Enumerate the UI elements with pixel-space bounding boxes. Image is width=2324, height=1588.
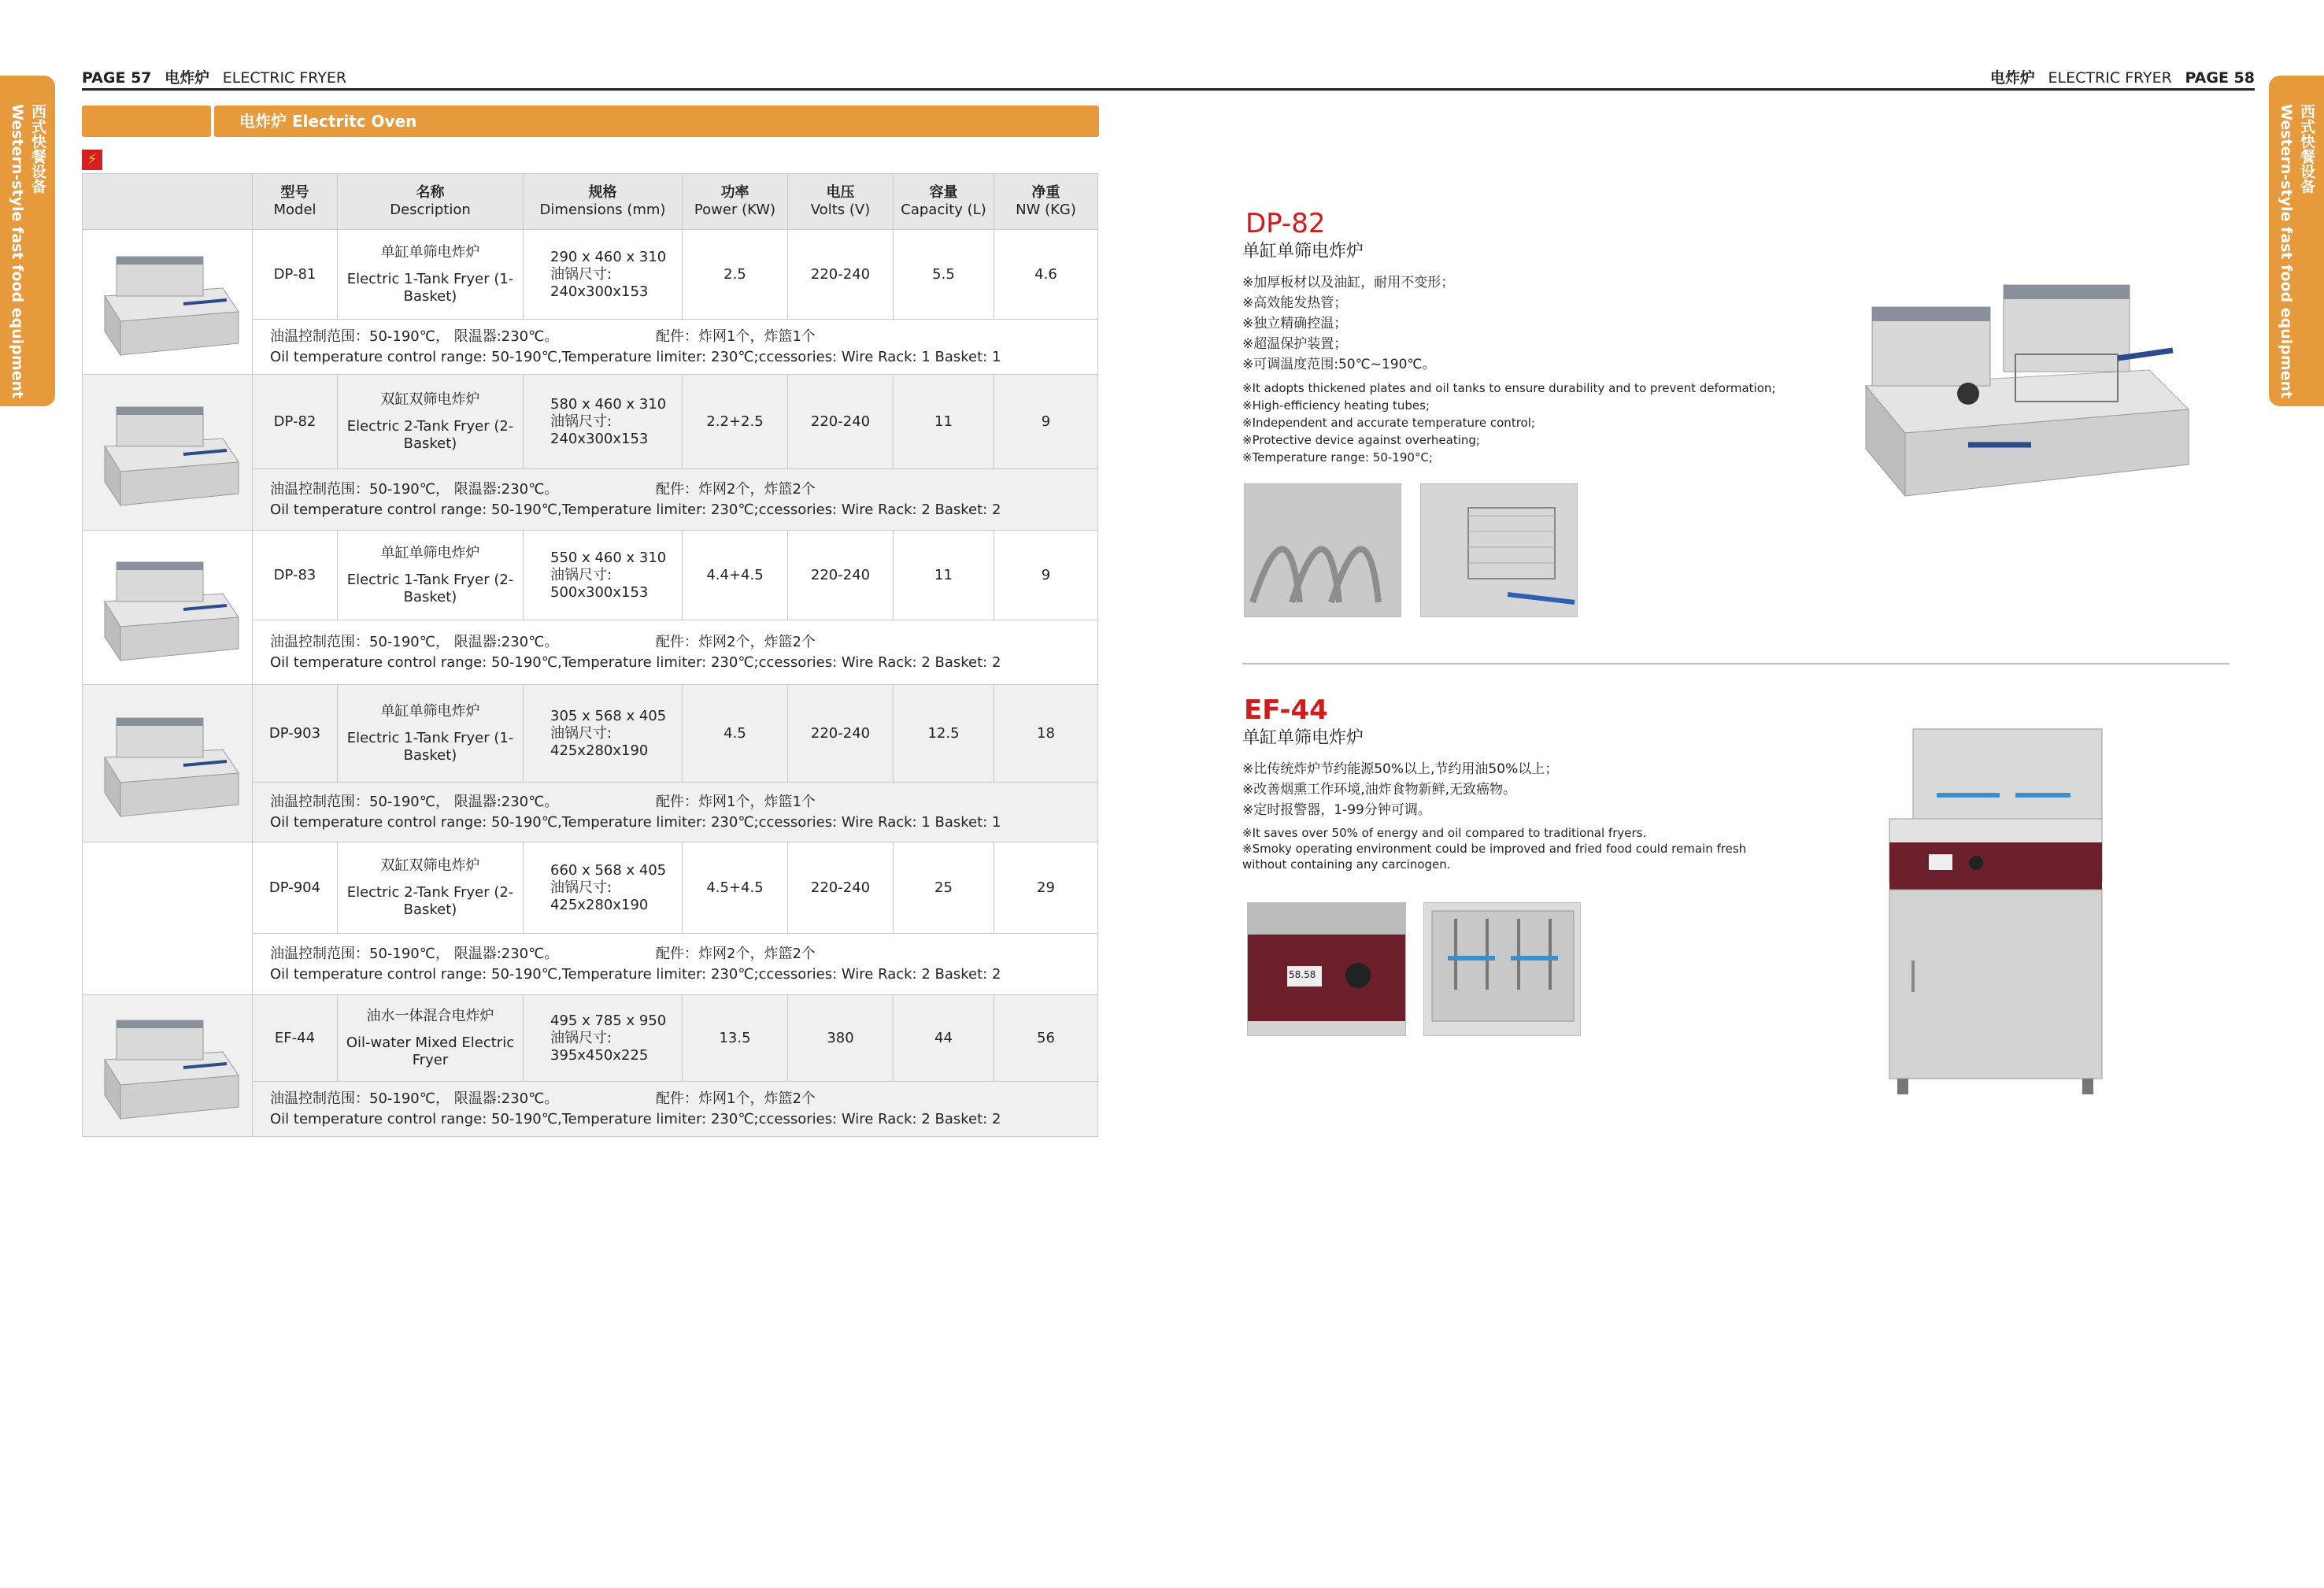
header-image — [83, 174, 253, 230]
product-features-dp82 — [1242, 272, 1775, 466]
cell-volts: 220-240 — [788, 230, 894, 320]
header-title-cn-right: 电炸炉 — [1989, 69, 2035, 87]
table-row — [83, 375, 1098, 469]
table-row — [83, 995, 1098, 1082]
product-thumbnail — [83, 531, 253, 685]
cell-nw: 9 — [994, 531, 1098, 620]
cell-capacity: 12.5 — [894, 685, 994, 783]
side-tab-left — [0, 76, 55, 406]
cell-power: 4.4+4.5 — [683, 531, 788, 620]
cell-description: 双缸双筛电炸炉 Electric 2-Tank Fryer (2-Basket) — [338, 842, 524, 934]
product-thumbnail — [83, 685, 253, 842]
header-power: 功率 Power (KW) — [683, 174, 788, 230]
product-title-ef44: EF-44 — [1244, 694, 1328, 726]
cell-volts: 380 — [788, 995, 894, 1082]
header-volts: 电压 Volts (V) — [788, 174, 894, 230]
note-cn-accessories: 配件：炸网2个，炸篮2个 — [656, 945, 816, 962]
feature-cn: ※高效能发热管； — [1242, 295, 1348, 311]
header-title-cn-left: 电炸炉 — [165, 69, 210, 87]
feature-en: without containing any carcinogen. — [1242, 857, 1451, 872]
cell-volts: 220-240 — [788, 842, 894, 934]
note-en: Oil temperature control range: 50-190℃,Temperature limiter: 230℃;ccessories: Wire Rack: 2 Basket: 2 — [270, 501, 1001, 518]
feature-cn: ※可调温度范围:50℃~190℃。 — [1242, 357, 1436, 372]
cell-dimensions: 495 x 785 x 950 油锅尺寸: 395x450x225 — [524, 995, 683, 1082]
product-thumbnail — [83, 375, 253, 531]
table-row — [83, 531, 1098, 620]
cell-notes — [253, 783, 1098, 842]
cell-model: DP-903 — [253, 685, 338, 783]
cell-model: DP-81 — [253, 230, 338, 320]
product-subtitle-ef44: 单缸单筛电炸炉 — [1242, 728, 1364, 748]
cell-nw: 56 — [994, 995, 1098, 1082]
heating-tube-photo — [1244, 483, 1401, 617]
cell-capacity: 25 — [894, 842, 994, 934]
note-cn-range: 油温控制范围：50-190℃， 限温器:230℃。 — [270, 328, 559, 345]
table-row — [83, 842, 1098, 934]
cell-capacity: 11 — [894, 531, 994, 620]
product-thumbnail — [83, 230, 253, 375]
cell-nw: 18 — [994, 685, 1098, 783]
feature-en: ※Protective device against overheating; — [1242, 433, 1480, 447]
note-cn-accessories: 配件：炸网2个，炸篮2个 — [656, 480, 816, 498]
electric-icon: ⚡ — [82, 150, 102, 170]
feature-en: ※It saves over 50% of energy and oil compared to traditional fryers. — [1242, 826, 1647, 840]
cell-description: 油水一体混合电炸炉 Oil-water Mixed Electric Fryer — [338, 995, 524, 1082]
feature-en: ※High-efficiency heating tubes; — [1242, 398, 1430, 413]
dp82-product-image — [1858, 268, 2196, 543]
cell-nw: 29 — [994, 842, 1098, 934]
cell-description: 双缸双筛电炸炉 Electric 2-Tank Fryer (2-Basket) — [338, 375, 524, 469]
cell-notes — [253, 320, 1098, 375]
note-en: Oil temperature control range: 50-190℃,Temperature limiter: 230℃;ccessories: Wire Rack: 1 Basket: 1 — [270, 813, 1001, 831]
cell-model: DP-904 — [253, 842, 338, 934]
fry-basket-photo — [1420, 483, 1578, 617]
tank-photo — [1423, 902, 1581, 1036]
table-row — [83, 230, 1098, 320]
cell-volts: 220-240 — [788, 685, 894, 783]
feature-cn: ※超温保护装置； — [1242, 336, 1348, 352]
cell-dimensions: 550 x 460 x 310 油锅尺寸: 500x300x153 — [524, 531, 683, 620]
cell-notes — [253, 469, 1098, 531]
note-cn-range: 油温控制范围：50-190℃， 限温器:230℃。 — [270, 1090, 559, 1107]
cell-power: 13.5 — [683, 995, 788, 1082]
product-features-ef44 — [1242, 759, 1746, 872]
feature-en: ※Temperature range: 50-190°C; — [1242, 450, 1433, 465]
table-header-row — [83, 174, 1098, 230]
cell-power: 4.5+4.5 — [683, 842, 788, 934]
feature-cn: ※定时报警器，1-99分钟可调。 — [1242, 802, 1431, 818]
header-nw: 净重 NW (KG) — [994, 174, 1098, 230]
feature-cn: ※改善烟熏工作环境,油炸食物新鲜,无致癌物。 — [1242, 782, 1517, 798]
feature-en: ※Independent and accurate temperature control; — [1242, 416, 1535, 430]
cell-description: 单缸单筛电炸炉 Electric 1-Tank Fryer (2-Basket) — [338, 531, 524, 620]
cell-dimensions: 305 x 568 x 405 油锅尺寸: 425x280x190 — [524, 685, 683, 783]
cell-nw: 4.6 — [994, 230, 1098, 320]
cell-capacity: 5.5 — [894, 230, 994, 320]
cell-dimensions: 580 x 460 x 310 油锅尺寸: 240x300x153 — [524, 375, 683, 469]
product-thumbnail — [83, 995, 253, 1137]
product-thumbnail — [83, 842, 253, 995]
note-en: Oil temperature control range: 50-190℃,Temperature limiter: 230℃;ccessories: Wire Rack: 2 Basket: 2 — [270, 1110, 1001, 1127]
side-tab-en: Western-style fast food equipment — [2278, 104, 2295, 399]
cell-description: 单缸单筛电炸炉 Electric 1-Tank Fryer (1-Basket) — [338, 230, 524, 320]
note-cn-range: 油温控制范围：50-190℃， 限温器:230℃。 — [270, 480, 559, 498]
note-cn-range: 油温控制范围：50-190℃， 限温器:230℃。 — [270, 633, 559, 650]
cell-model: EF-44 — [253, 995, 338, 1082]
header-dimensions: 规格 Dimensions (mm) — [524, 174, 683, 230]
header-title-en-right: ELECTRIC FRYER — [2048, 69, 2172, 87]
cell-volts: 220-240 — [788, 531, 894, 620]
feature-cn: ※比传统炸炉节约能源50%以上,节约用油50%以上； — [1242, 761, 1559, 777]
note-en: Oil temperature control range: 50-190℃,Temperature limiter: 230℃;ccessories: Wire Rack: 2 Basket: 2 — [270, 653, 1001, 671]
cell-volts: 220-240 — [788, 375, 894, 469]
header-capacity: 容量 Capacity (L) — [894, 174, 994, 230]
cell-notes — [253, 1082, 1098, 1137]
cell-power: 2.2+2.5 — [683, 375, 788, 469]
section-bar-left — [82, 105, 211, 137]
product-title-dp82: DP-82 — [1245, 208, 1326, 239]
side-tab-cn: 西式快餐设备 — [29, 104, 46, 194]
note-en: Oil temperature control range: 50-190℃,Temperature limiter: 230℃;ccessories: Wire Rack: 2 Basket: 2 — [270, 965, 1001, 983]
note-cn-range: 油温控制范围：50-190℃， 限温器:230℃。 — [270, 793, 559, 810]
panel-display: 58.58 — [1289, 969, 1316, 980]
side-tab-cn: 西式快餐设备 — [2298, 104, 2315, 194]
cell-description: 单缸单筛电炸炉 Electric 1-Tank Fryer (1-Basket) — [338, 685, 524, 783]
header-rule — [82, 88, 2255, 91]
header-title-en-left: ELECTRIC FRYER — [222, 69, 347, 87]
note-cn-accessories: 配件：炸网1个，炸篮2个 — [656, 1090, 816, 1107]
cell-notes — [253, 934, 1098, 995]
cell-dimensions: 290 x 460 x 310 油锅尺寸: 240x300x153 — [524, 230, 683, 320]
note-cn-accessories: 配件：炸网2个，炸篮2个 — [656, 633, 816, 650]
feature-cn: ※加厚板材以及油缸，耐用不变形； — [1242, 275, 1455, 291]
spec-table — [82, 173, 1098, 1137]
page-header-right — [1982, 66, 2255, 87]
header-model: 型号 Model — [253, 174, 338, 230]
ef44-product-image — [1882, 724, 2118, 1102]
cell-capacity: 44 — [894, 995, 994, 1082]
side-tab-right — [2269, 76, 2324, 406]
feature-en: ※It adopts thickened plates and oil tanks to ensure durability and to prevent deformation; — [1242, 381, 1776, 395]
table-row — [83, 685, 1098, 783]
note-cn-accessories: 配件：炸网1个，炸篮1个 — [656, 793, 816, 810]
section-title: 电炸炉 Electritc Oven — [214, 105, 1099, 137]
page-number-right: PAGE 58 — [2185, 69, 2255, 87]
cell-dimensions: 660 x 568 x 405 油锅尺寸: 425x280x190 — [524, 842, 683, 934]
header-description: 名称 Description — [338, 174, 524, 230]
cell-model: DP-82 — [253, 375, 338, 469]
product-subtitle-dp82: 单缸单筛电炸炉 — [1242, 242, 1364, 261]
cell-model: DP-83 — [253, 531, 338, 620]
feature-cn: ※独立精确控温； — [1242, 316, 1348, 331]
control-panel-photo — [1247, 902, 1406, 1036]
cell-notes — [253, 620, 1098, 685]
note-en: Oil temperature control range: 50-190℃,Temperature limiter: 230℃;ccessories: Wire Rack: 1 Basket: 1 — [270, 348, 1001, 365]
page-header-left — [82, 66, 346, 87]
cell-nw: 9 — [994, 375, 1098, 469]
section-divider — [1242, 663, 2230, 664]
side-tab-en: Western-style fast food equipment — [9, 104, 26, 399]
cell-power: 4.5 — [683, 685, 788, 783]
note-cn-range: 油温控制范围：50-190℃， 限温器:230℃。 — [270, 945, 559, 962]
page-number-left: PAGE 57 — [82, 69, 152, 87]
feature-en: ※Smoky operating environment could be improved and fried food could remain fresh — [1242, 842, 1747, 856]
note-cn-accessories: 配件：炸网1个，炸篮1个 — [656, 328, 816, 345]
cell-power: 2.5 — [683, 230, 788, 320]
cell-capacity: 11 — [894, 375, 994, 469]
